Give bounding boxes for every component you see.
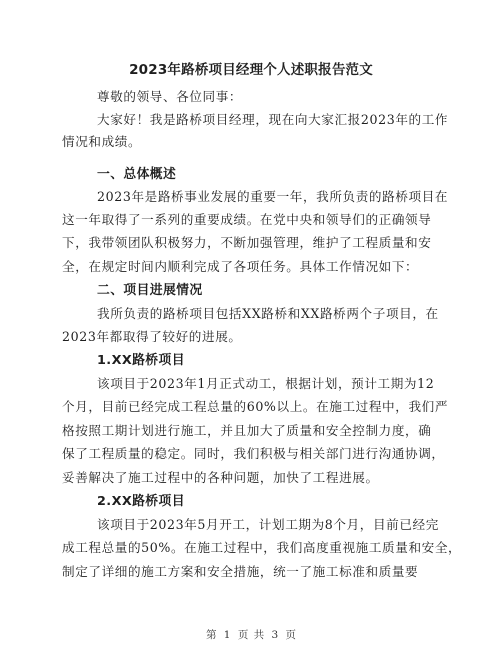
section2-line-2: 2023年都取得了较好的进展。: [62, 329, 242, 344]
sub2-line-1: 该项目于2023年5月开工，计划工期为8个月，目前已经完: [97, 517, 439, 532]
sub2-line-2: 成工程总量的50%。在施工过程中，我们高度重视施工质量和安全，: [62, 540, 462, 555]
footer-middle: 页 共: [237, 629, 265, 641]
section1-line-3: 下，我带领团队积极努力，不断加强管理，维护了工程质量和安: [62, 235, 432, 250]
footer-total-pages: 3: [271, 629, 279, 641]
section1-line-2: 这一年取得了一系列的重要成绩。在党中央和领导们的正确领导: [62, 212, 432, 227]
footer-prefix: 第: [205, 629, 217, 641]
intro-line-1: 大家好！我是路桥项目经理，现在向大家汇报2023年的工作: [97, 112, 449, 127]
footer-suffix: 页: [285, 629, 297, 641]
sub1-line-4: 保了工程质量的稳定。同时，我们积极与相关部门进行沟通协调，: [62, 446, 445, 461]
sub1-line-2: 个月，目前已经完成工程总量的60%以上。在施工过程中，我们严: [62, 399, 449, 414]
sub1-line-5: 妥善解决了施工过程中的各种问题，加快了工程进展。: [62, 470, 379, 485]
sub2-line-3: 制定了详细的施工方案和安全措施，统一了施工标准和质量要: [62, 564, 419, 579]
sub1-line-1: 该项目于2023年1月正式动工，根据计划，预计工期为12: [97, 376, 435, 391]
page-footer: [0, 627, 502, 642]
sub2-heading: 2.XX路桥项目: [97, 494, 185, 509]
intro-line-2: 情况和成绩。: [62, 134, 142, 149]
section1-line-4: 全，在规定时间内顺利完成了各项任务。具体工作情况如下：: [62, 259, 419, 274]
section1-line-1: 2023年是路桥事业发展的重要一年，我所负责的路桥项目在: [97, 189, 449, 204]
section1-heading: 一、总体概述: [97, 167, 177, 182]
section2-line-1: 我所负责的路桥项目包括XX路桥和XX路桥两个子项目，在: [97, 306, 439, 321]
document-title: 2023年路桥项目经理个人述职报告范文: [129, 62, 373, 78]
greeting: 尊敬的领导、各位同事：: [97, 89, 243, 104]
sub1-heading: 1.XX路桥项目: [97, 353, 185, 368]
sub1-line-3: 格按照工期计划进行施工，并且加大了质量和安全控制力度，确: [62, 423, 432, 438]
section2-heading: 二、项目进展情况: [97, 283, 203, 298]
footer-page-number: 1: [223, 629, 231, 641]
